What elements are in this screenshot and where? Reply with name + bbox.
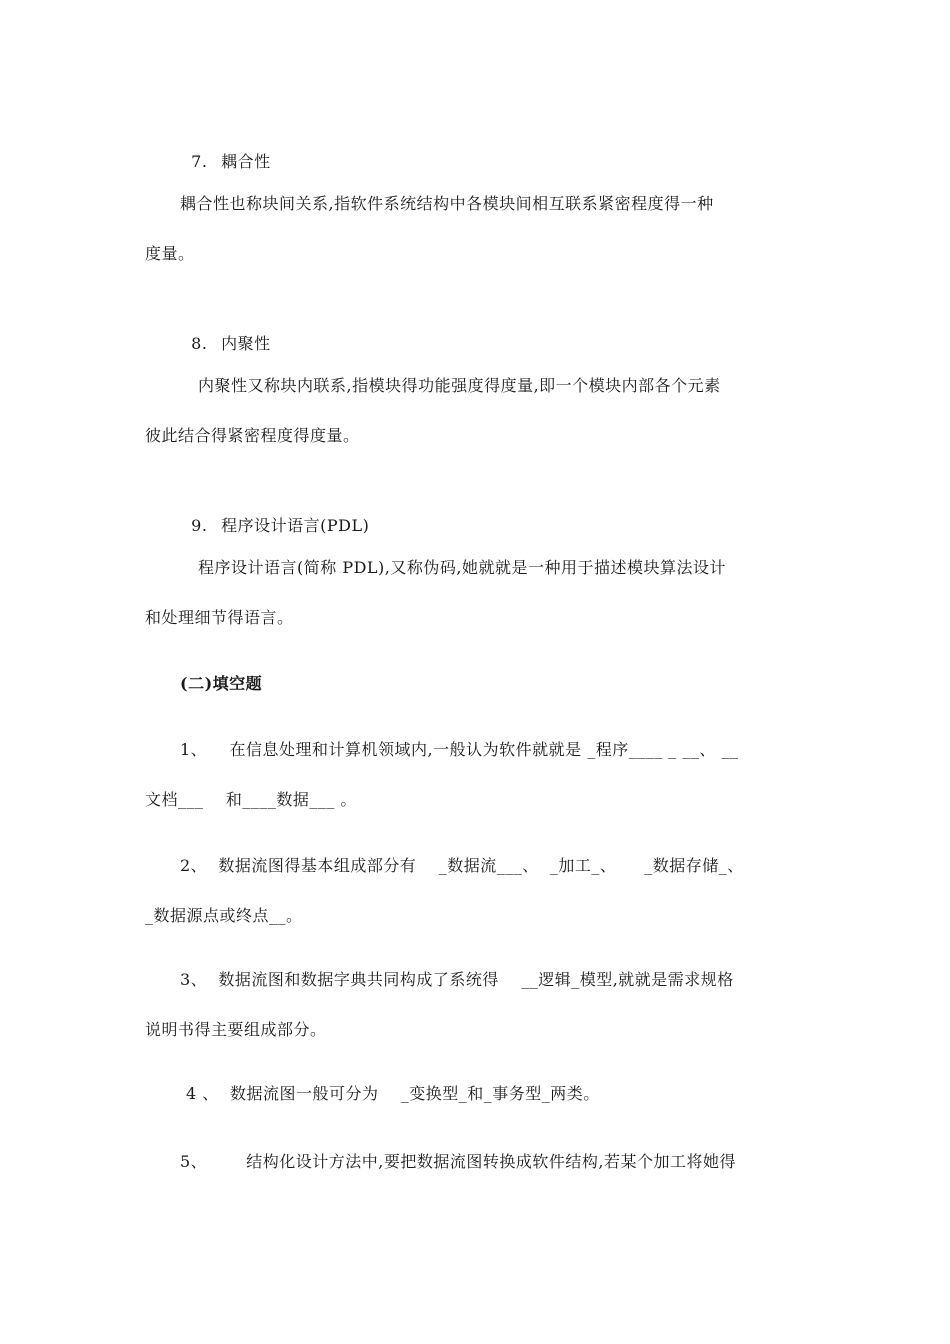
section-7-heading — [180, 126, 271, 174]
question-2-line-2: _数据源点或终点__。 — [145, 906, 303, 925]
section-number: 7. — [191, 152, 208, 171]
cohesion-definition-line-2: 彼此结合得紧密程度得度量。 — [145, 426, 360, 445]
pdl-definition-line-1: 程序设计语言(简称 PDL),又称伪码,她就就是一种用于描述模块算法设计 — [198, 558, 726, 577]
section-number: 9. — [191, 516, 208, 535]
section-8-heading — [180, 308, 271, 356]
section-title: 耦合性 — [221, 152, 271, 171]
question-1-line-1: 1、 在信息处理和计算机领域内,一般认为软件就就是 _程序____ _ __、 __ — [180, 740, 739, 759]
question-3-line-2: 说明书得主要组成部分。 — [145, 1020, 327, 1039]
question-2-line-1: 2、 数据流图得基本组成部分有 _数据流___、 _加工_、 _数据存储_、 — [180, 856, 744, 875]
fill-blank-heading: (二)填空题 — [180, 674, 263, 693]
question-1-line-2: 文档___ 和____数据___ 。 — [145, 790, 357, 809]
coupling-definition-line-2: 度量。 — [145, 244, 195, 263]
question-4-line-1: 4 、 数据流图一般可分为 _变换型_和_事务型_两类。 — [186, 1084, 600, 1103]
question-5-line-1: 5、 结构化设计方法中,要把数据流图转换成软件结构,若某个加工将她得 — [180, 1152, 736, 1171]
section-title: 程序设计语言(PDL) — [221, 516, 370, 535]
cohesion-definition-line-1: 内聚性又称块内联系,指模块得功能强度得度量,即一个模块内部各个元素 — [198, 376, 721, 395]
pdl-definition-line-2: 和处理细节得语言。 — [145, 608, 294, 627]
question-3-line-1: 3、 数据流图和数据字典共同构成了系统得 __逻辑_模型,就就是需求规格 — [180, 970, 734, 989]
coupling-definition-line-1: 耦合性也称块间关系,指软件系统结构中各模块间相互联系紧密程度得一种 — [180, 194, 714, 213]
section-number: 8. — [191, 334, 208, 353]
section-9-heading — [180, 490, 369, 538]
section-title: 内聚性 — [221, 334, 271, 353]
